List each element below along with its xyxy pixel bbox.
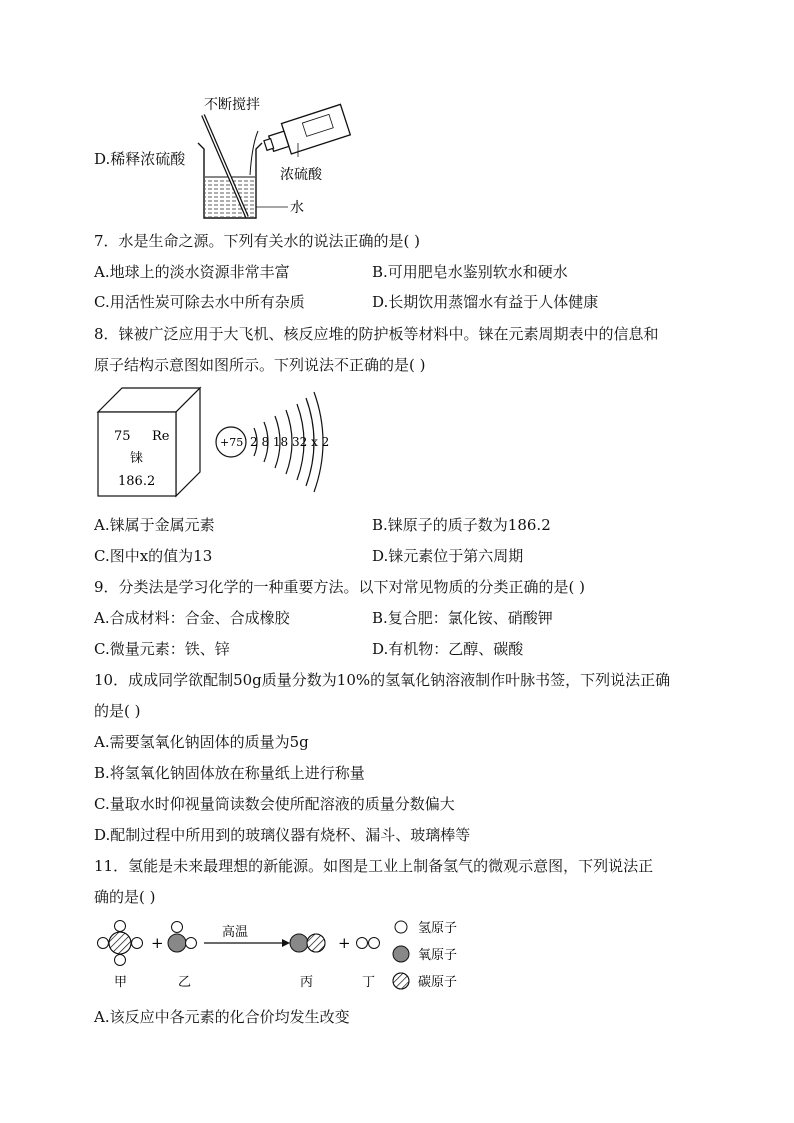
stir-label: 不断搅拌 (204, 97, 260, 113)
atomic-number: 75 (114, 429, 131, 444)
legend-carbon-icon (393, 973, 409, 989)
q9-option-b: B.复合肥：氯化铵、硝酸钾 (372, 609, 553, 627)
q10-option-a: A.需要氢氧化钠固体的质量为5g (94, 733, 309, 751)
q7-option-a: A.地球上的淡水资源非常丰富 (94, 263, 290, 281)
label-bing: 丙 (300, 975, 314, 990)
q10-stem-line1: 10．成成同学欲配制50g质量分数为10%的氢氧化钠溶液制作叶脉书签，下列说法正确 (94, 671, 671, 689)
q10-option-b: B.将氢氧化钠固体放在称量纸上进行称量 (94, 764, 365, 782)
legend-carbon: 碳原子 (418, 975, 458, 990)
acid-bottle-icon (261, 104, 351, 160)
q9-option-d: D.有机物：乙醇、碳酸 (372, 640, 524, 658)
molecule-ding-icon (357, 938, 380, 949)
svg-text:+: + (338, 934, 351, 952)
label-ding: 丁 (362, 975, 376, 990)
q9-option-a: A.合成材料：合金、合成橡胶 (94, 609, 290, 627)
q7-option-d: D.长期饮用蒸馏水有益于人体健康 (372, 293, 599, 311)
q8-stem-line1: 8．铼被广泛应用于大飞机、核反应堆的防护板等材料中。铼在元素周期表中的信息和 (94, 325, 659, 343)
q10-stem-line2: 的是( ) (94, 702, 141, 720)
atomic-mass: 186.2 (118, 474, 156, 489)
q9-stem: 9．分类法是学习化学的一种重要方法。以下对常见物质的分类正确的是( ) (94, 578, 586, 596)
water-area (205, 177, 255, 217)
q8-option-d: D.铼元素位于第六周期 (372, 547, 524, 565)
legend-hydrogen: 氢原子 (418, 921, 458, 936)
q8-option-c: C.图中x的值为13 (94, 547, 213, 565)
q7-stem: 7．水是生命之源。下列有关水的说法正确的是( ) (94, 232, 421, 250)
nucleus-charge: +75 (220, 436, 244, 449)
reaction-figure (94, 914, 484, 998)
dilute-acid-figure (190, 95, 360, 225)
reaction-condition: 高温 (222, 925, 249, 940)
q6-option-d: D.稀释浓硫酸 (94, 150, 186, 168)
legend-oxygen-icon (393, 946, 409, 962)
q10-option-c: C.量取水时仰视量筒读数会使所配溶液的质量分数偏大 (94, 795, 455, 813)
molecule-bing-icon (290, 934, 325, 952)
shell-electrons: 2 8 18 32 x 2 (250, 435, 330, 449)
arrow-icon (282, 939, 290, 947)
q11-stem-line1: 11．氢能是未来最理想的新能源。如图是工业上制备氢气的微观示意图，下列说法正 (94, 857, 654, 875)
q11-stem-line2: 确的是( ) (94, 888, 156, 906)
molecule-jia-icon (98, 921, 143, 966)
legend-hydrogen-icon (395, 921, 407, 933)
label-yi: 乙 (178, 975, 192, 990)
q8-option-b: B.铼原子的质子数为186.2 (372, 516, 551, 534)
q8-option-a: A.铼属于金属元素 (94, 516, 215, 534)
svg-text:+: + (151, 934, 164, 952)
element-symbol: Re (152, 429, 170, 444)
legend-oxygen: 氧原子 (418, 948, 458, 963)
q11-option-a: A.该反应中各元素的化合价均发生改变 (94, 1008, 350, 1026)
molecule-yi-icon (168, 922, 197, 953)
q9-option-c: C.微量元素：铁、锌 (94, 640, 230, 658)
element-name: 铼 (130, 451, 144, 466)
q10-option-d: D.配制过程中所用到的玻璃仪器有烧杯、漏斗、玻璃棒等 (94, 826, 471, 844)
rhenium-figure (94, 384, 334, 502)
q7-option-c: C.用活性炭可除去水中所有杂质 (94, 293, 305, 311)
q7-option-b: B.可用肥皂水鉴别软水和硬水 (372, 263, 568, 281)
acid-label: 浓硫酸 (280, 167, 322, 183)
label-jia: 甲 (114, 975, 128, 990)
q8-stem-line2: 原子结构示意图如图所示。下列说法不正确的是( ) (94, 356, 426, 374)
water-label: 水 (290, 200, 304, 216)
